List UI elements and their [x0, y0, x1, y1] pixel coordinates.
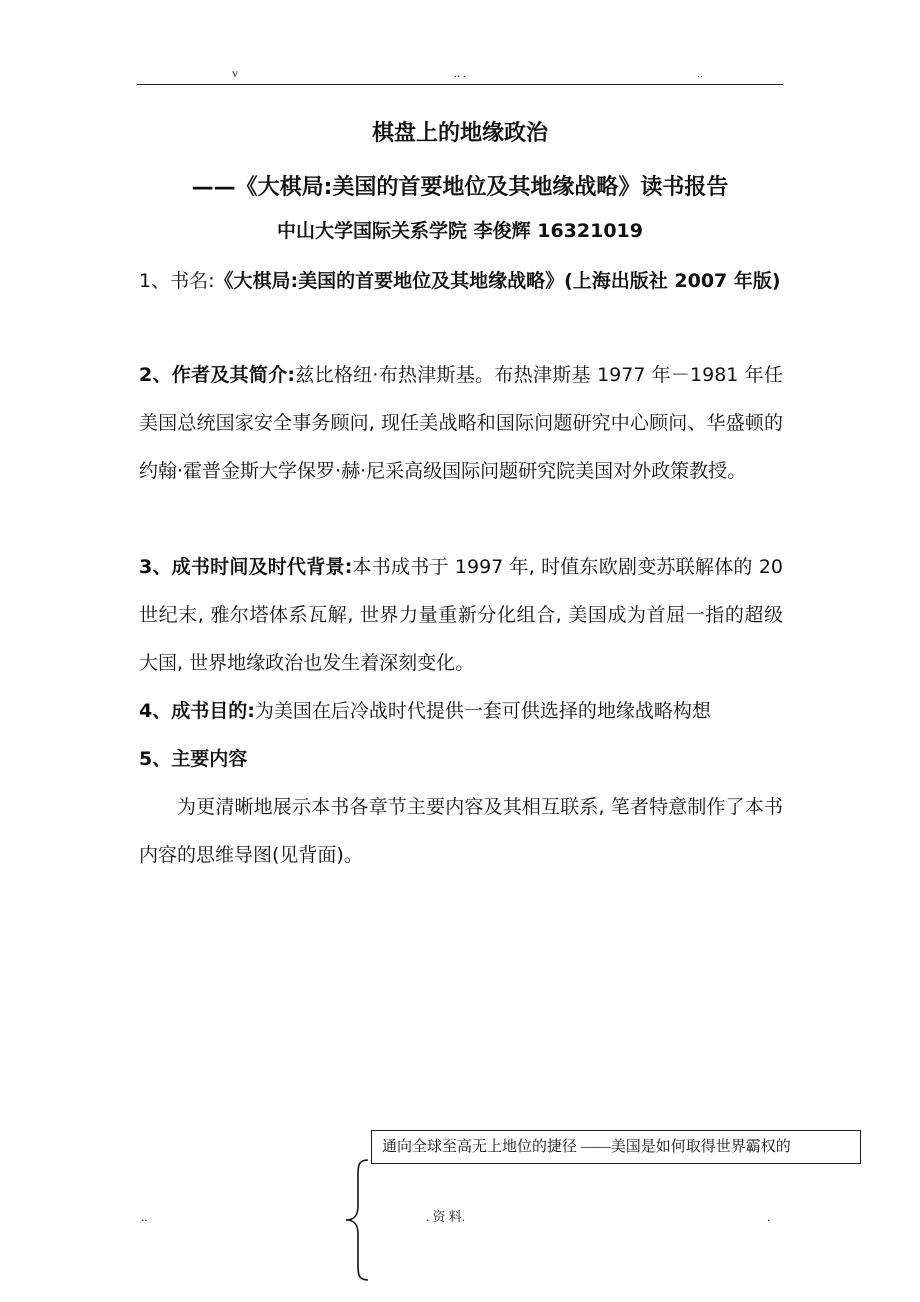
document-subtitle: ——《大棋局:美国的首要地位及其地缘战略》读书报告 — [191, 175, 729, 200]
section-label: 2、作者及其简介: — [139, 364, 296, 386]
mindmap-node-first: 通向全球至高无上地位的捷径 ——美国是如何取得世界霸权的 — [371, 1130, 861, 1164]
closing-paragraph: 为更清晰地展示本书各章节主要内容及其相互联系, 笔者特意制作了本书内容的思维导图(见背面)。 — [139, 796, 783, 866]
header-mark-right: .. — [697, 66, 703, 80]
header-rule — [137, 84, 783, 85]
header-mark-center: .. . — [454, 66, 466, 80]
section-label: 5、主要内容 — [139, 748, 248, 770]
footer-mark-right: . — [767, 1209, 771, 1224]
section-main-content — [139, 735, 783, 783]
mindmap-brace-icon — [342, 1158, 372, 1282]
section-label: 3、成书时间及时代背景: — [139, 556, 353, 578]
section-text: 兹比格纽·布热津斯基。布热津斯基 1977 年－1981 年任美国总统国家安全事务顾问, 现任美战略和国际问题研究中心顾问、华盛顿的约翰·霍普金斯大学保罗·赫·尼采高级国际问题研究院美国对外政策教授。 — [139, 364, 783, 482]
section-label: 4、成书目的: — [139, 700, 255, 722]
section-label: 1、书名: — [139, 270, 215, 292]
footer-mark-center: . 资 料. — [426, 1209, 466, 1224]
document-title: 棋盘上的地缘政治 — [371, 121, 548, 146]
section-text: 本书成书于 1997 年, 时值东欧剧变苏联解体的 20 世纪末, 雅尔塔体系瓦解, 世界力量重新分化组合, 美国成为首屈一指的超级大国, 世界地缘政治也发生着深刻变化。 — [139, 556, 783, 674]
header-mark-left: v — [232, 66, 238, 80]
author-line: 中山大学国际关系学院 李俊辉 16321019 — [277, 220, 643, 242]
footer-mark-left: .. — [141, 1209, 148, 1224]
section-text: 为美国在后冷战时代提供一套可供选择的地缘战略构想 — [254, 700, 711, 722]
section-book-title — [139, 257, 783, 305]
section-text: 《大棋局:美国的首要地位及其地缘战略》(上海出版社 2007 年版) — [214, 270, 781, 292]
section-purpose — [139, 687, 783, 735]
section-author-bio — [139, 351, 783, 495]
section-background — [139, 543, 783, 687]
